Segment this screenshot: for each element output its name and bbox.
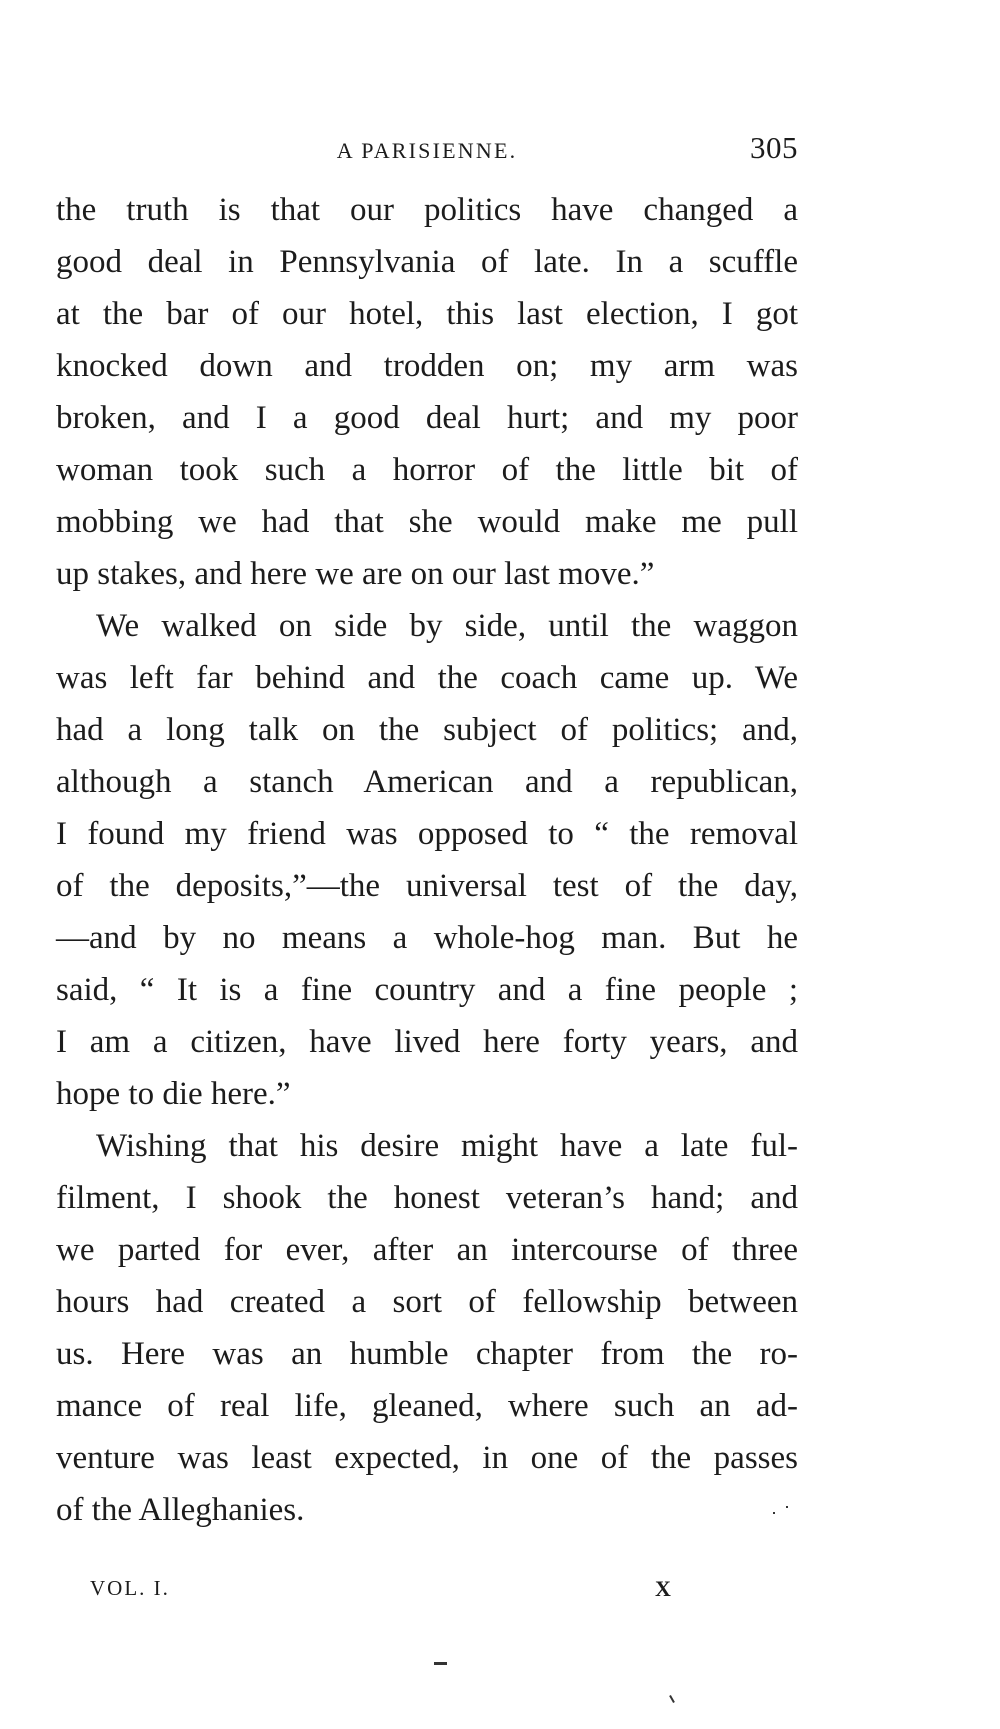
text-line: filment, I shook the honest veteran’s hand; and [56, 1180, 798, 1216]
text-line: mobbing we had that she would make me pull [56, 504, 798, 540]
running-head [56, 130, 798, 170]
text-line: Wishing that his desire might have a late ful- [96, 1128, 798, 1164]
text-line: We walked on side by side, until the waggon [96, 608, 798, 644]
text-line: we parted for ever, after an intercourse of three [56, 1232, 798, 1268]
text-line: the truth is that our politics have changed a [56, 192, 798, 228]
text-line: woman took such a horror of the little bit of [56, 452, 798, 488]
text-line: at the bar of our hotel, this last election, I got [56, 296, 798, 332]
text-line: venture was least expected, in one of the passes [56, 1440, 798, 1476]
text-line: mance of real life, gleaned, where such an ad- [56, 1388, 798, 1424]
text-line: hope to die here.” [56, 1076, 291, 1112]
ink-speck [786, 1506, 788, 1508]
ink-speck [669, 1695, 675, 1703]
text-line: —and by no means a whole-hog man. But he [56, 920, 798, 956]
page-footer [90, 1576, 690, 1616]
ink-speck [434, 1662, 447, 1665]
text-line: broken, and I a good deal hurt; and my poor [56, 400, 798, 436]
text-line: knocked down and trodden on; my arm was [56, 348, 798, 384]
text-line: said, “ It is a fine country and a fine people ; [56, 972, 798, 1008]
running-title: A PARISIENNE. [336, 138, 518, 163]
body-text [56, 184, 798, 1536]
ink-speck [773, 1512, 775, 1514]
text-line: I am a citizen, have lived here forty years, and [56, 1024, 798, 1060]
text-line: of the Alleghanies. [56, 1492, 305, 1528]
text-line: was left far behind and the coach came up. We [56, 660, 798, 696]
text-line: up stakes, and here we are on our last move.” [56, 556, 655, 592]
text-line: hours had created a sort of fellowship between [56, 1284, 798, 1320]
text-line: good deal in Pennsylvania of late. In a scuffle [56, 244, 798, 280]
text-line: had a long talk on the subject of politics; and, [56, 712, 798, 748]
volume-signature: VOL. I. [90, 1576, 170, 1600]
text-line: I found my friend was opposed to “ the removal [56, 816, 798, 852]
text-line: although a stanch American and a republican, [56, 764, 798, 800]
text-line: us. Here was an humble chapter from the ro- [56, 1336, 798, 1372]
page-number: 305 [750, 130, 798, 165]
text-line: of the deposits,”—the universal test of the day, [56, 868, 798, 904]
gathering-signature: X [655, 1576, 671, 1601]
